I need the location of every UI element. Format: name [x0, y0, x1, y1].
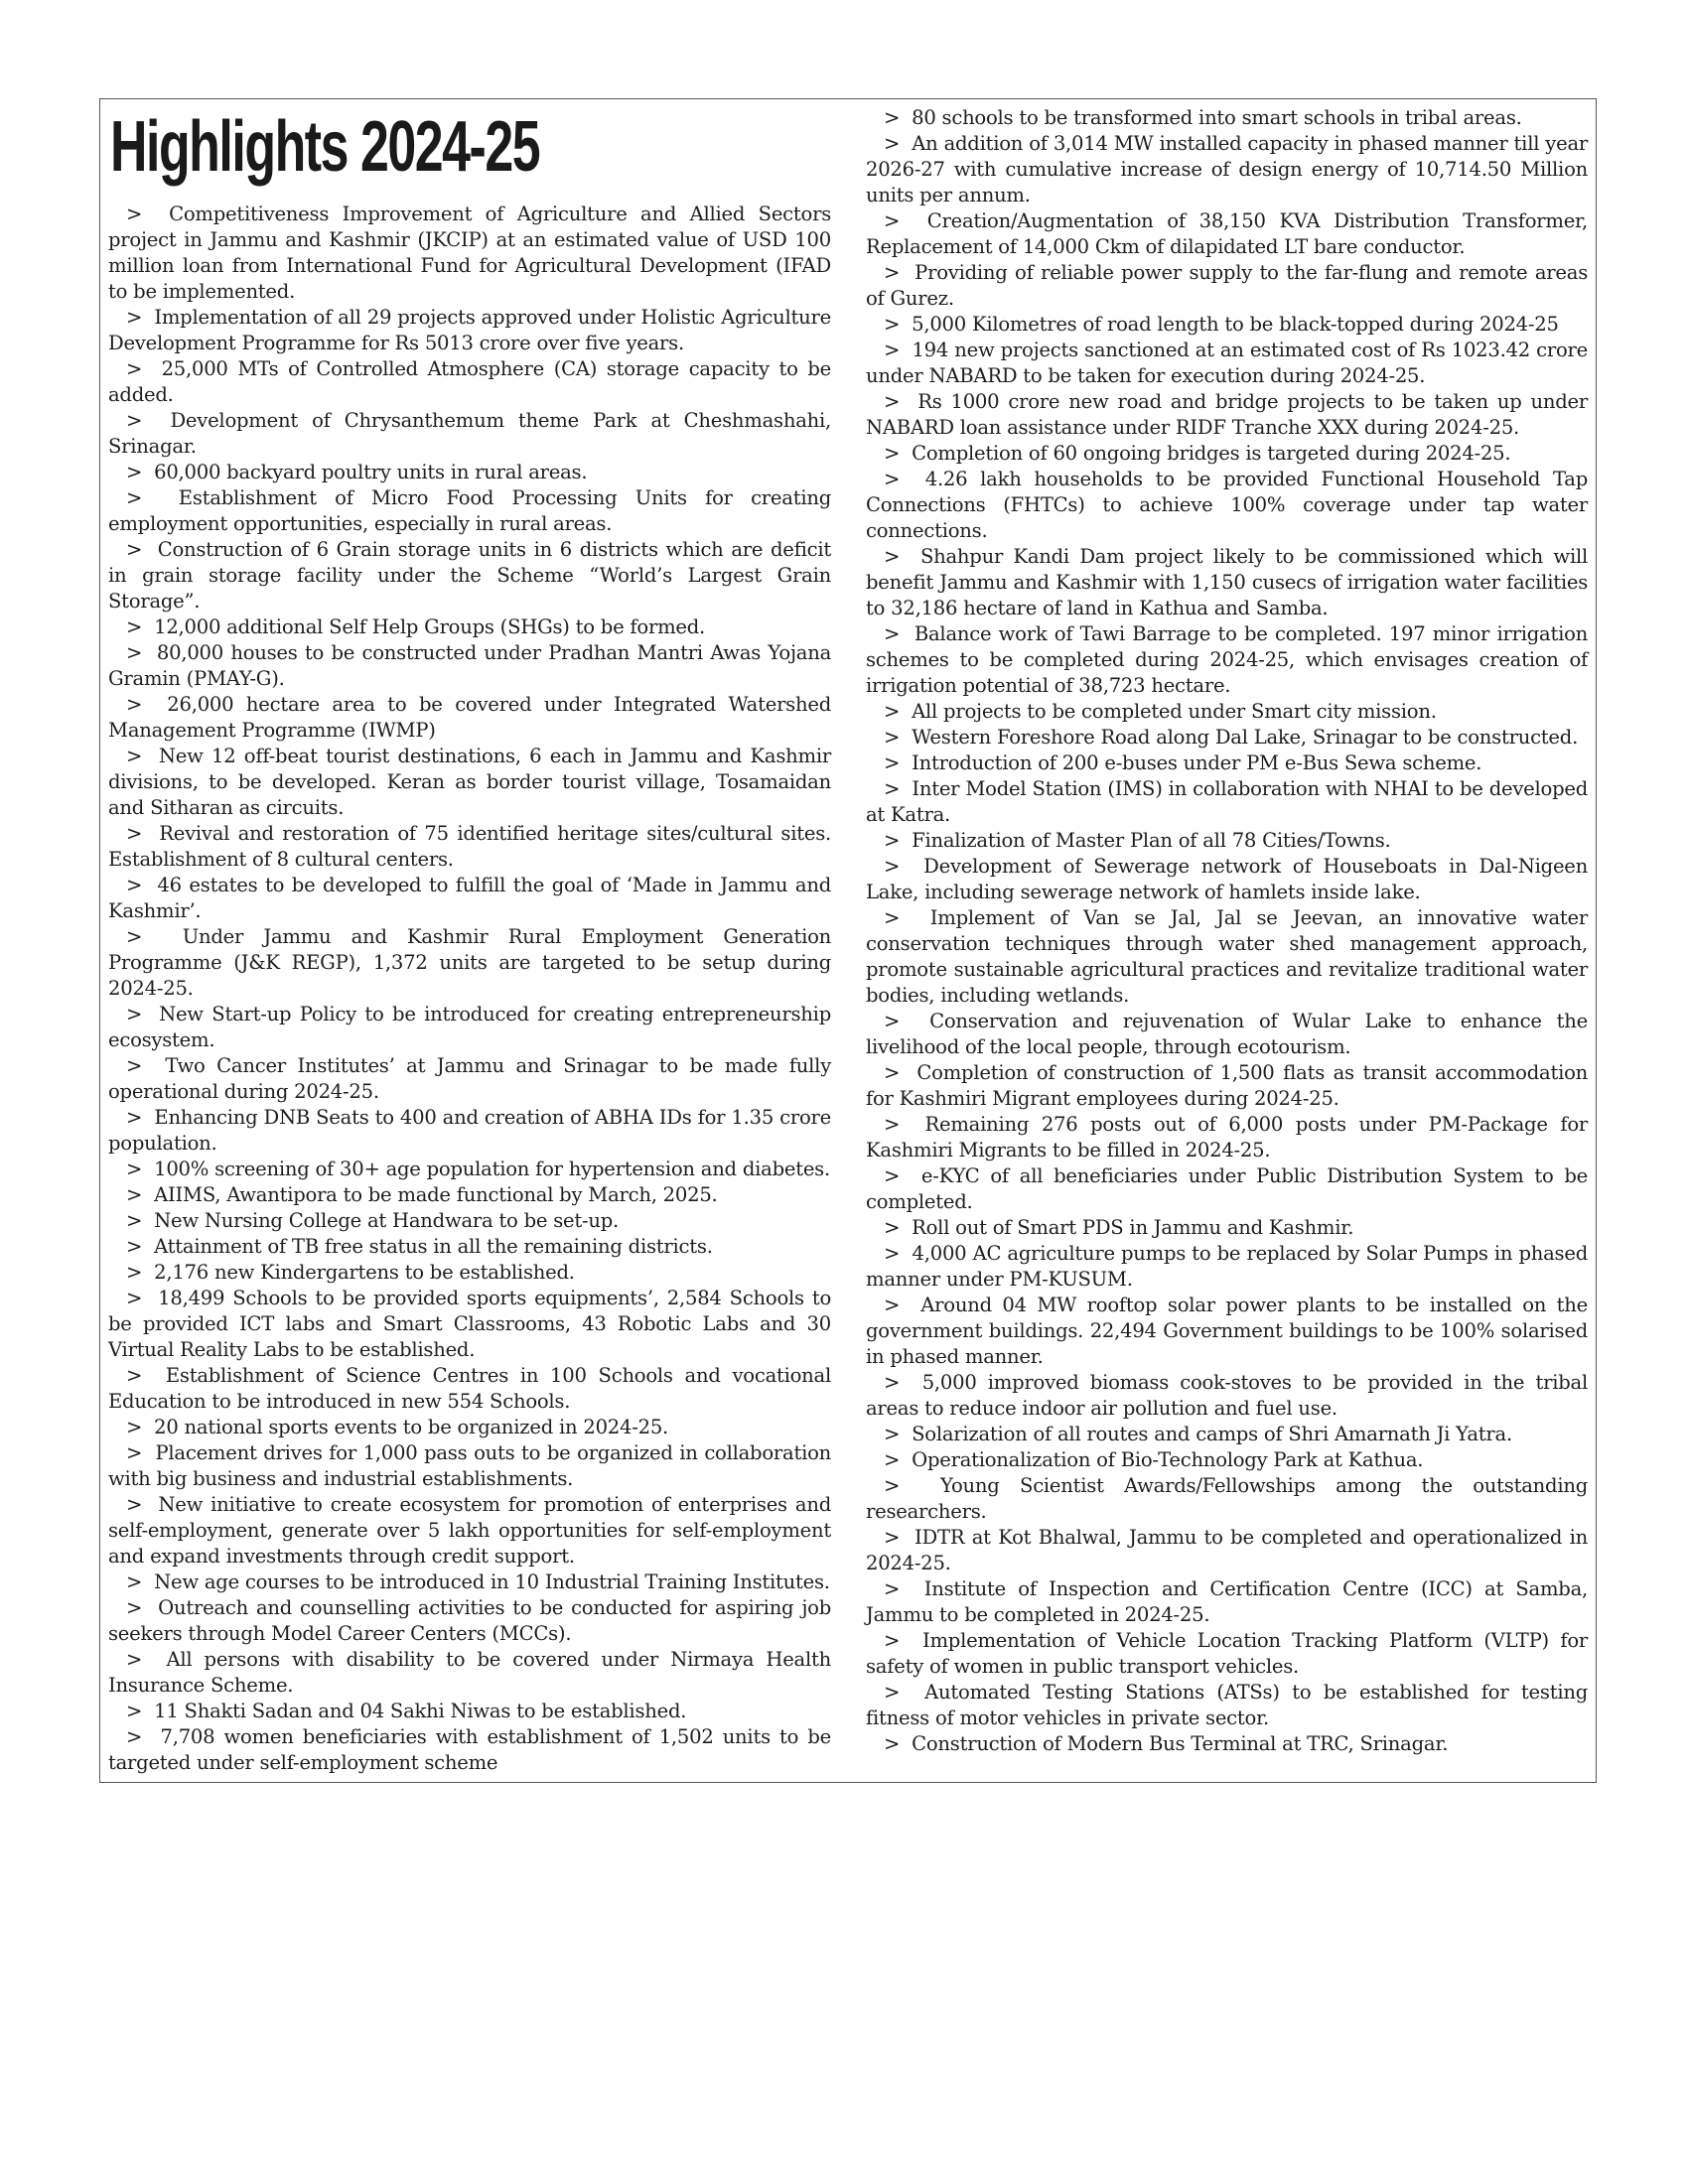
highlight-item: > 100% screening of 30+ age population for hypertension and diabetes. — [108, 1157, 831, 1182]
highlight-item: > New age courses to be introduced in 10 Industrial Training Institutes. — [108, 1570, 831, 1595]
highlight-item: > Outreach and counselling activities to be conducted for aspiring job seekers through Model Career Centers (MCCs). — [108, 1595, 831, 1647]
highlight-item: > 46 estates to be developed to fulfill the goal of ‘Made in Jammu and Kashmir’. — [108, 873, 831, 924]
highlight-item: > 12,000 additional Self Help Groups (SHGs) to be formed. — [108, 614, 831, 640]
highlight-item: > Shahpur Kandi Dam project likely to be commissioned which will benefit Jammu and Kashmir with 1,150 cusecs of irrigation water facilities to 32,186 hectare of land in Kathua and Samba. — [866, 544, 1588, 621]
highlight-item: > Operationalization of Bio-Technology Park at Kathua. — [866, 1447, 1588, 1473]
highlight-item: > Competitiveness Improvement of Agriculture and Allied Sectors project in Jammu and Kashmir (JKCIP) at an estimated value of USD 100 million loan from International Fund for Agricultural Development (IFAD to be implemented. — [108, 202, 831, 305]
highlight-item: > Remaining 276 posts out of 6,000 posts under PM-Package for Kashmiri Migrants to be filled in 2024-25. — [866, 1112, 1588, 1163]
highlight-item: > 25,000 MTs of Controlled Atmosphere (CA) storage capacity to be added. — [108, 356, 831, 408]
highlight-item: > Western Foreshore Road along Dal Lake, Srinagar to be constructed. — [866, 725, 1588, 751]
highlight-item: > Introduction of 200 e-buses under PM e-Bus Sewa scheme. — [866, 751, 1588, 776]
highlight-item: > Roll out of Smart PDS in Jammu and Kashmir. — [866, 1215, 1588, 1241]
page-title: Highlights 2024-25 — [110, 107, 540, 187]
highlight-item: > An addition of 3,014 MW installed capacity in phased manner till year 2026-27 with cumulative increase of design energy of 10,714.50 Million units per annum. — [866, 131, 1588, 208]
highlight-item: > New initiative to create ecosystem for promotion of enterprises and self-employment, generate over 5 lakh opportunities for self-employment and expand investments through credit support. — [108, 1492, 831, 1570]
highlight-item: > 80,000 houses to be constructed under Pradhan Mantri Awas Yojana Gramin (PMAY-G). — [108, 640, 831, 692]
highlight-item: > Automated Testing Stations (ATSs) to be established for testing fitness of motor vehicles in private sector. — [866, 1680, 1588, 1731]
highlight-item: > Placement drives for 1,000 pass outs to be organized in collaboration with big business and industrial establishments. — [108, 1440, 831, 1492]
highlight-item: > 20 national sports events to be organized in 2024-25. — [108, 1415, 831, 1440]
highlight-item: > AIIMS, Awantipora to be made functional by March, 2025. — [108, 1182, 831, 1208]
highlight-item: > Completion of construction of 1,500 flats as transit accommodation for Kashmiri Migrant employees during 2024-25. — [866, 1060, 1588, 1112]
highlight-item: > Establishment of Science Centres in 100 Schools and vocational Education to be introduced in new 554 Schools. — [108, 1363, 831, 1415]
highlight-item: > Conservation and rejuvenation of Wular Lake to enhance the livelihood of the local people, through ecotourism. — [866, 1009, 1588, 1060]
highlight-item: > Construction of 6 Grain storage units in 6 districts which are deficit in grain storage facility under the Scheme “World’s Largest Grain Storage”. — [108, 537, 831, 614]
highlight-item: > Creation/Augmentation of 38,150 KVA Distribution Transformer, Replacement of 14,000 Ckm of dilapidated LT bare conductor. — [866, 208, 1588, 260]
highlight-item: > IDTR at Kot Bhalwal, Jammu to be completed and operationalized in 2024-25. — [866, 1525, 1588, 1576]
highlight-item: > New 12 off-beat tourist destinations, 6 each in Jammu and Kashmir divisions, to be developed. Keran as border tourist village, Tosamaidan and Sitharan as circuits. — [108, 744, 831, 821]
highlight-item: > Implement of Van se Jal, Jal se Jeevan, an innovative water conservation techniques through water shed management approach, promote sustainable agricultural practices and revitalize traditional water bodies, including wetlands. — [866, 905, 1588, 1009]
highlight-item: > Young Scientist Awards/Fellowships among the outstanding researchers. — [866, 1473, 1588, 1525]
highlight-item: > 5,000 Kilometres of road length to be black-topped during 2024-25 — [866, 312, 1588, 338]
highlight-item: > 5,000 improved biomass cook-stoves to be provided in the tribal areas to reduce indoor air pollution and fuel use. — [866, 1370, 1588, 1422]
highlights-box — [99, 98, 1597, 1783]
highlight-item: > New Nursing College at Handwara to be set-up. — [108, 1208, 831, 1234]
highlight-item: > New Start-up Policy to be introduced for creating entrepreneurship ecosystem. — [108, 1002, 831, 1053]
highlight-item: > Construction of Modern Bus Terminal at TRC, Srinagar. — [866, 1731, 1588, 1757]
highlight-item: > Rs 1000 crore new road and bridge projects to be taken up under NABARD loan assistance under RIDF Tranche XXX during 2024-25. — [866, 389, 1588, 441]
highlight-item: > Completion of 60 ongoing bridges is targeted during 2024-25. — [866, 441, 1588, 467]
highlight-item: > Finalization of Master Plan of all 78 Cities/Towns. — [866, 828, 1588, 854]
highlight-item: > Under Jammu and Kashmir Rural Employment Generation Programme (J&K REGP), 1,372 units are targeted to be setup during 2024-25. — [108, 924, 831, 1002]
highlight-item: > 194 new projects sanctioned at an estimated cost of Rs 1023.42 crore under NABARD to be taken for execution during 2024-25. — [866, 338, 1588, 389]
highlight-item: > All projects to be completed under Smart city mission. — [866, 699, 1588, 725]
highlight-item: > Inter Model Station (IMS) in collaboration with NHAI to be developed at Katra. — [866, 776, 1588, 828]
highlight-item: > Development of Sewerage network of Houseboats in Dal-Nigeen Lake, including sewerage network of hamlets inside lake. — [866, 854, 1588, 905]
highlight-item: > e-KYC of all beneficiaries under Public Distribution System to be completed. — [866, 1163, 1588, 1215]
highlight-item: > Establishment of Micro Food Processing Units for creating employment opportunities, especially in rural areas. — [108, 485, 831, 537]
highlight-item: > Solarization of all routes and camps of Shri Amarnath Ji Yatra. — [866, 1422, 1588, 1447]
left-column — [108, 202, 831, 1776]
highlight-item: > Two Cancer Institutes’ at Jammu and Srinagar to be made fully operational during 2024-25. — [108, 1053, 831, 1105]
highlight-item: > 80 schools to be transformed into smart schools in tribal areas. — [866, 105, 1588, 131]
highlight-item: > Implementation of Vehicle Location Tracking Platform (VLTP) for safety of women in public transport vehicles. — [866, 1628, 1588, 1680]
right-column — [866, 105, 1588, 1757]
highlight-item: > 26,000 hectare area to be covered under Integrated Watershed Management Programme (IWMP) — [108, 692, 831, 744]
highlight-item: > 60,000 backyard poultry units in rural areas. — [108, 460, 831, 485]
highlight-item: > Enhancing DNB Seats to 400 and creation of ABHA IDs for 1.35 crore population. — [108, 1105, 831, 1157]
highlight-item: > Providing of reliable power supply to the far-flung and remote areas of Gurez. — [866, 260, 1588, 312]
highlight-item: > All persons with disability to be covered under Nirmaya Health Insurance Scheme. — [108, 1647, 831, 1699]
highlight-item: > Balance work of Tawi Barrage to be completed. 197 minor irrigation schemes to be completed during 2024-25, which envisages creation of irrigation potential of 38,723 hectare. — [866, 621, 1588, 699]
highlight-item: > 4.26 lakh households to be provided Functional Household Tap Connections (FHTCs) to achieve 100% coverage under tap water connections. — [866, 467, 1588, 544]
highlight-item: > Institute of Inspection and Certification Centre (ICC) at Samba, Jammu to be completed in 2024-25. — [866, 1576, 1588, 1628]
highlight-item: > 2,176 new Kindergartens to be established. — [108, 1260, 831, 1286]
highlight-item: > 11 Shakti Sadan and 04 Sakhi Niwas to be established. — [108, 1699, 831, 1724]
highlight-item: > 18,499 Schools to be provided sports equipments’, 2,584 Schools to be provided ICT labs and Smart Classrooms, 43 Robotic Labs and 30 Virtual Reality Labs to be established. — [108, 1286, 831, 1363]
highlight-item: > 4,000 AC agriculture pumps to be replaced by Solar Pumps in phased manner under PM-KUSUM. — [866, 1241, 1588, 1293]
highlight-item: > Development of Chrysanthemum theme Park at Cheshmashahi, Srinagar. — [108, 408, 831, 460]
highlight-item: > Revival and restoration of 75 identified heritage sites/cultural sites. Establishment of 8 cultural centers. — [108, 821, 831, 873]
highlight-item: > 7,708 women beneficiaries with establishment of 1,502 units to be targeted under self-employment scheme — [108, 1724, 831, 1776]
highlight-item: > Around 04 MW rooftop solar power plants to be installed on the government buildings. 22,494 Government buildings to be 100% solarised in phased manner. — [866, 1293, 1588, 1370]
highlight-item: > Attainment of TB free status in all the remaining districts. — [108, 1234, 831, 1260]
highlight-item: > Implementation of all 29 projects approved under Holistic Agriculture Development Programme for Rs 5013 crore over five years. — [108, 305, 831, 356]
